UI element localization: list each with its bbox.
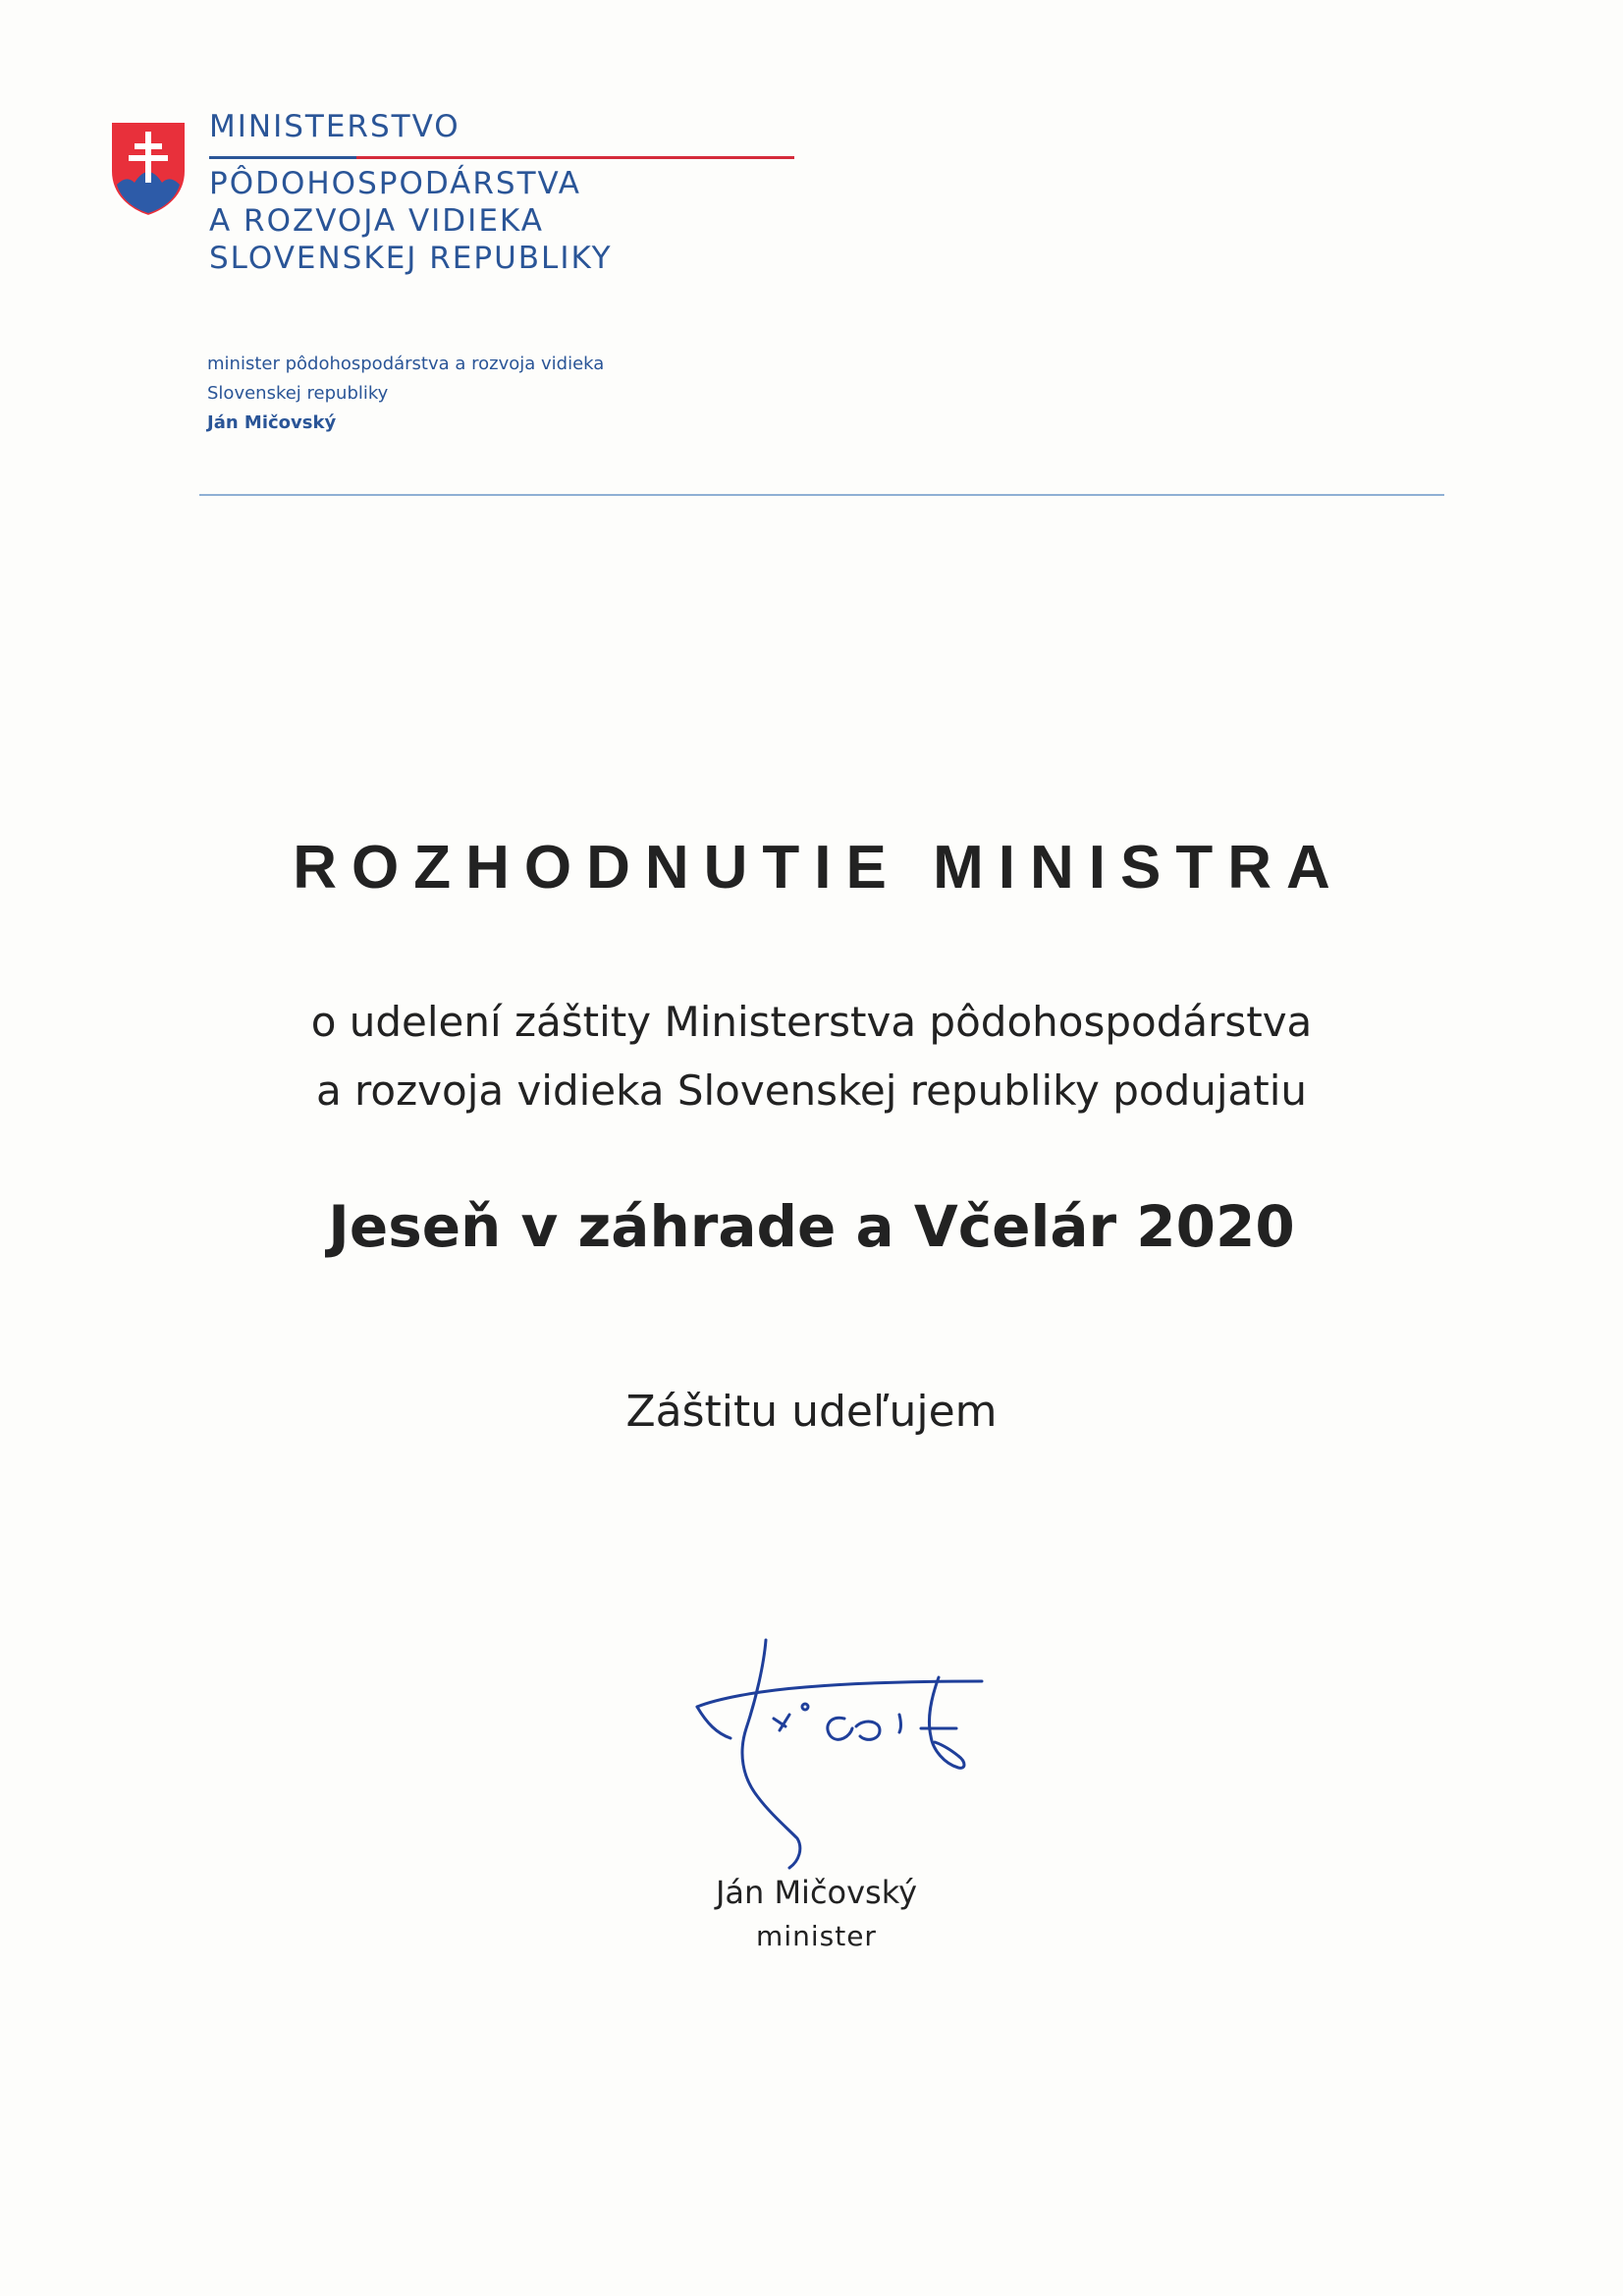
header-rule-blue: [209, 156, 356, 159]
subtitle-line: a rozvoja vidieka Slovenskej republiky podujatiu: [315, 1066, 1308, 1115]
header-divider: [199, 494, 1444, 496]
minister-address-block: [207, 350, 604, 438]
subtitle-line: o udelení záštity Ministerstva pôdohospodárstva: [310, 998, 1313, 1046]
document-title: ROZHODNUTIE MINISTRA: [293, 834, 1345, 902]
ministry-name-line: MINISTERSTVO: [209, 109, 460, 144]
handwritten-signature-icon: [687, 1620, 1011, 1876]
minister-role-line: minister pôdohospodárstva a rozvoja vidieka: [207, 354, 605, 374]
ministry-name-line: A ROZVOJA VIDIEKA: [209, 203, 544, 239]
signer-title: minister: [756, 1920, 877, 1952]
minister-country-line: Slovenskej republiky: [207, 383, 389, 404]
coat-of-arms-icon: [109, 120, 188, 218]
signer-name: Ján Mičovský: [715, 1874, 918, 1911]
header-rule-red: [356, 156, 794, 159]
ministry-name-line: PÔDOHOSPODÁRSTVA: [209, 166, 581, 201]
document-subtitle: [0, 988, 1623, 1125]
ministry-name-line: SLOVENSKEJ REPUBLIKY: [209, 241, 613, 276]
minister-name-line: Ján Mičovský: [207, 412, 337, 433]
patronage-statement: Záštitu udeľujem: [625, 1387, 998, 1437]
event-name: Jeseň v záhrade a Včelár 2020: [328, 1193, 1295, 1260]
